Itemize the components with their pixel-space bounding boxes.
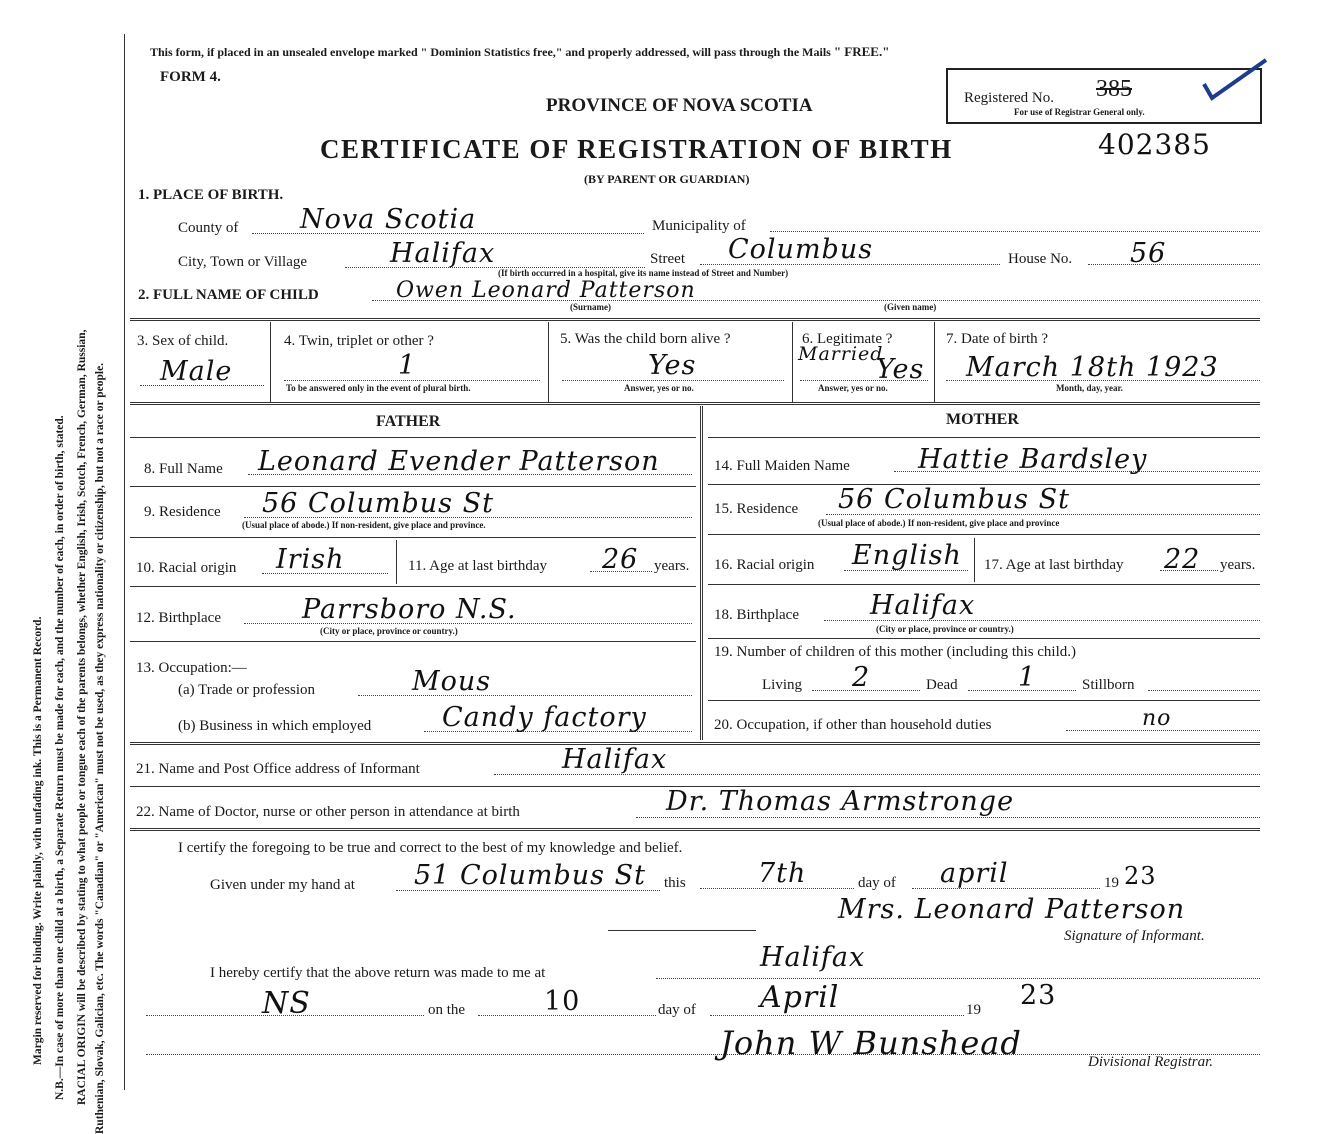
trade-label: (a) Trade or profession: [178, 682, 316, 698]
dob-note: Month, day, year.: [1056, 383, 1123, 393]
mother-age-value: 22: [1164, 544, 1201, 575]
given-place-value: 51 Columbus St: [414, 860, 646, 891]
mother-residence-label: 15. Residence: [714, 501, 799, 517]
house-value: 56: [1130, 238, 1167, 269]
street-label: Street: [650, 251, 685, 267]
father-residence-value: 56 Columbus St: [262, 488, 494, 519]
registrar-day-value: 10: [544, 986, 581, 1017]
dead-value: 1: [1018, 662, 1037, 693]
trade-value: Mous: [412, 666, 492, 697]
registrar-mark: NS: [262, 986, 311, 1021]
father-residence-label: 9. Residence: [144, 504, 221, 520]
form-number: FORM 4.: [160, 69, 221, 85]
dob-value: March 18th 1923: [966, 352, 1219, 383]
legitimate-label: 6. Legitimate ?: [802, 331, 893, 347]
certify-statement: I certify the foregoing to be true and correct to the best of my knowledge and belief.: [178, 840, 683, 856]
mother-birthplace-value: Halifax: [870, 590, 976, 621]
mother-racial-value: English: [852, 540, 962, 571]
county-label: County of: [178, 220, 239, 236]
given-name-note: (Given name): [884, 302, 937, 312]
registrar-on-label: on the: [428, 1002, 466, 1018]
registered-struck-number: 385: [1096, 76, 1132, 102]
city-label: City, Town or Village: [178, 254, 308, 270]
margin-note-2: N.B.—In case of more than one child at a birth, a Separate Return must be made for each, and the number of each, in order of birth, stated.: [54, 415, 66, 1100]
informant-signature-label: Signature of Informant.: [1064, 928, 1205, 944]
margin-note-4: Ruthenian, Slovak, Galician, etc. The words "Canadian" or "American" must not be used, as they express nationality or citizenship, but not a race or people.: [94, 362, 106, 1134]
municipality-label: Municipality of: [652, 218, 746, 234]
informant-label: 21. Name and Post Office address of Informant: [136, 761, 420, 777]
registrar-signature: John W Bunshead: [720, 1024, 1022, 1062]
handwritten-number: 402385: [1098, 128, 1211, 161]
mother-heading: MOTHER: [946, 411, 1019, 428]
twin-label: 4. Twin, triplet or other ?: [284, 333, 434, 349]
surname-note: (Surname): [570, 302, 611, 312]
certify-day-label: day of: [858, 875, 896, 891]
dob-label: 7. Date of birth ?: [946, 331, 1049, 347]
business-label: (b) Business in which employed: [178, 718, 372, 734]
sex-value: Male: [160, 356, 233, 387]
mother-name-value: Hattie Bardsley: [918, 444, 1148, 475]
house-label: House No.: [1008, 251, 1073, 267]
doctor-value: Dr. Thomas Armstronge: [666, 786, 1015, 817]
certify-month-value: april: [940, 858, 1009, 889]
twin-note: To be answered only in the event of plural birth.: [286, 383, 471, 393]
hospital-note: (If birth occurred in a hospital, give its name instead of Street and Number): [498, 268, 789, 278]
registrar-year-prefix: 19: [966, 1002, 981, 1018]
registered-label: Registered No.: [964, 90, 1054, 106]
city-value: Halifax: [390, 238, 496, 269]
certificate-subtitle: (BY PARENT OR GUARDIAN): [584, 172, 750, 186]
informant-value: Halifax: [562, 744, 668, 775]
registrar-place-value: Halifax: [760, 942, 866, 973]
father-racial-value: Irish: [276, 544, 345, 575]
father-name-label: 8. Full Name: [144, 461, 223, 477]
mother-name-label: 14. Full Maiden Name: [714, 458, 850, 474]
twin-value: 1: [398, 350, 417, 381]
children-count-label: 19. Number of children of this mother (including this child.): [714, 644, 1077, 660]
registrar-month-value: April: [760, 980, 840, 1015]
registrar-signature-label: Divisional Registrar.: [1088, 1054, 1214, 1070]
father-birthplace-note: (City or place, province or country.): [320, 626, 458, 636]
father-age-years: years.: [654, 558, 690, 574]
business-value: Candy factory: [442, 702, 647, 733]
dead-label: Dead: [926, 677, 958, 693]
mother-occupation-value: no: [1142, 706, 1172, 731]
mother-age-years: years.: [1220, 557, 1256, 573]
mother-age-label: 17. Age at last birthday: [984, 557, 1124, 573]
mail-notice: This form, if placed in an unsealed envelope marked " Dominion Statistics free," and properly addressed, will pass through the Mails " FREE.": [150, 44, 890, 59]
registrar-general-note: For use of Registrar General only.: [1014, 107, 1145, 117]
registrar-statement: I hereby certify that the above return was made to me at: [210, 965, 546, 981]
alive-label: 5. Was the child born alive ?: [560, 331, 731, 347]
given-under-label: Given under my hand at: [210, 877, 355, 893]
province-heading: PROVINCE OF NOVA SCOTIA: [546, 95, 813, 116]
registrar-year-value: 23: [1020, 980, 1057, 1011]
father-racial-label: 10. Racial origin: [136, 560, 237, 576]
place-of-birth-label: 1. PLACE OF BIRTH.: [138, 187, 284, 203]
sex-label: 3. Sex of child.: [137, 333, 229, 349]
alive-note: Answer, yes or no.: [624, 383, 694, 393]
margin-note-3: RACIAL ORIGIN will be described by stating to what people or tongue each of the parents belongs, whether English, Irish, Scotch, French, German, Russian,: [76, 329, 88, 1105]
margin-notes: [32, 40, 122, 1134]
mother-residence-value: 56 Columbus St: [838, 484, 1070, 515]
child-name-value: Owen Leonard Patterson: [396, 278, 696, 303]
stillborn-label: Stillborn: [1082, 677, 1135, 693]
street-value: Columbus: [728, 234, 874, 265]
living-label: Living: [762, 677, 802, 693]
occupation-label: 13. Occupation:—: [136, 660, 247, 676]
margin-note-1: Margin reserved for binding. Write plainly, with unfading ink. This is a Permanent Record.: [32, 616, 44, 1065]
county-value: Nova Scotia: [300, 204, 477, 235]
mother-birthplace-note: (City or place, province or country.): [876, 624, 1014, 634]
check-mark-icon: [1196, 52, 1296, 110]
living-value: 2: [852, 662, 871, 693]
certify-year-prefix: 19: [1104, 875, 1119, 891]
father-birthplace-value: Parrsboro N.S.: [302, 594, 517, 625]
father-heading: FATHER: [376, 413, 441, 430]
informant-signature: Mrs. Leonard Patterson: [838, 894, 1186, 925]
mother-birthplace-label: 18. Birthplace: [714, 607, 799, 623]
mother-occupation-label: 20. Occupation, if other than household duties: [714, 717, 992, 733]
child-name-label: 2. FULL NAME OF CHILD: [138, 287, 319, 303]
father-name-value: Leonard Evender Patterson: [258, 446, 660, 477]
certify-day-value: 7th: [758, 858, 807, 889]
certify-year-value: 23: [1124, 862, 1157, 890]
father-age-value: 26: [602, 544, 639, 575]
father-birthplace-label: 12. Birthplace: [136, 610, 221, 626]
doctor-label: 22. Name of Doctor, nurse or other person in attendance at birth: [136, 804, 520, 820]
legitimate-overwrite: Married: [798, 343, 884, 365]
legitimate-value: Yes: [876, 354, 925, 385]
mother-residence-note: (Usual place of abode.) If non-resident, give place and province: [818, 518, 1060, 528]
father-age-label: 11. Age at last birthday: [408, 558, 547, 574]
this-label: this: [664, 875, 686, 891]
registrar-day-label: day of: [658, 1002, 696, 1018]
certificate-title: CERTIFICATE OF REGISTRATION OF BIRTH: [320, 134, 953, 164]
alive-value: Yes: [648, 350, 697, 381]
mother-racial-label: 16. Racial origin: [714, 557, 815, 573]
father-residence-note: (Usual place of abode.) If non-resident, give place and province.: [242, 520, 486, 530]
legitimate-note: Answer, yes or no.: [818, 383, 888, 393]
